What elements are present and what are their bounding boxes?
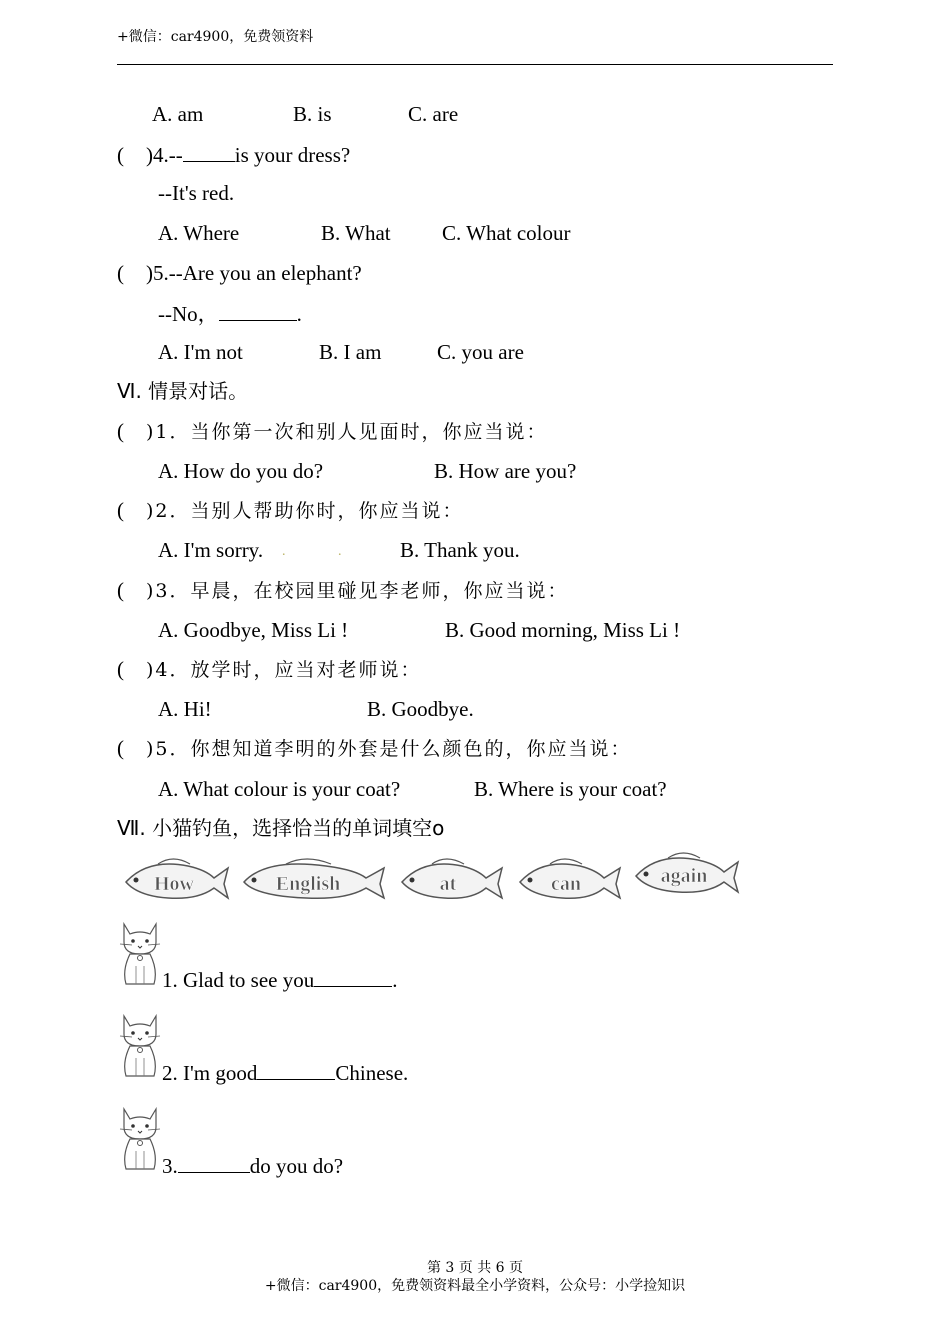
q4-blank [183, 141, 235, 162]
q3-option-c: C. are [408, 102, 459, 126]
q4-question [117, 141, 350, 168]
fish-word-how: How [154, 873, 194, 895]
fish-eye-icon [252, 878, 257, 883]
s6-q4 [117, 656, 422, 683]
s6-q2-option-a: A. I'm sorry. [158, 538, 264, 562]
q5-option-b: B. I am [319, 340, 382, 364]
header-text: +微信：car4900，免费领资料 [117, 29, 314, 45]
s6-q1-option-b: B. How are you? [434, 459, 577, 483]
s6-q2 [117, 497, 464, 524]
s6-q5-option-b: B. Where is your coat? [474, 777, 667, 801]
section7-title: Ⅶ. 小猫钓鱼，选择恰当的单词填空o [117, 816, 445, 840]
s6-q5 [117, 735, 632, 762]
q4-option-c: C. What colour [442, 221, 571, 245]
s6-q1-paren: ( [117, 419, 124, 443]
q4-number: )4.-- [146, 143, 183, 167]
fish-card-again [628, 846, 740, 898]
s6-q2-option-b: B. Thank you. [400, 538, 520, 562]
cat-icon [118, 1012, 162, 1080]
q5-paren: ( [117, 261, 124, 285]
q4-paren: ( [117, 143, 124, 167]
s7-q1-pre: 1. Glad to see you [162, 968, 315, 992]
fish-card-how [118, 852, 230, 904]
q5-reply-post: . [296, 302, 302, 326]
section6-title: Ⅵ. 情景对话。 [117, 379, 249, 403]
s6-q5-text: )5．你想知道李明的外套是什么颜色的，你应当说： [146, 738, 632, 760]
fish-word-can: can [551, 873, 581, 895]
s7-q1-blank [314, 966, 392, 987]
fish-word-at: at [439, 873, 457, 895]
s7-q3 [162, 1152, 343, 1179]
fish-eye-icon [528, 878, 533, 883]
s6-q4-option-a: A. Hi! [158, 697, 212, 721]
s6-q4-text: )4．放学时，应当对老师说： [146, 659, 422, 681]
q4-option-a: A. Where [158, 221, 240, 245]
s6-q4-option-b: B. Goodbye. [367, 697, 474, 721]
cat-icon [118, 920, 162, 988]
q4-reply: --It's red. [158, 181, 235, 205]
page-number: 第 3 页 共 6 页 [426, 1260, 524, 1276]
s7-q1 [162, 966, 397, 993]
fish-word-english: English [275, 873, 341, 895]
s6-q2-text: )2．当别人帮助你时，你应当说： [146, 500, 464, 522]
s6-q4-paren: ( [117, 657, 124, 681]
q5-option-a: A. I'm not [158, 340, 243, 364]
q5-reply-pre: --No， [158, 302, 219, 326]
q5-option-c: C. you are [437, 340, 524, 364]
s6-q2-paren: ( [117, 498, 124, 522]
s6-q3-option-b: B. Good morning, Miss Li ! [445, 618, 681, 642]
s6-q3-text: )3．早晨，在校园里碰见李老师，你应当说： [146, 580, 569, 602]
s6-q3-option-a: A. Goodbye, Miss Li ! [158, 618, 349, 642]
cat-icon [118, 1105, 162, 1173]
s7-q2 [162, 1059, 408, 1086]
speck: . [338, 544, 342, 559]
fish-card-at [394, 852, 504, 904]
speck: . [282, 544, 286, 559]
q5-blank [219, 300, 297, 321]
fish-card-english [236, 852, 386, 904]
q5-reply [158, 300, 302, 327]
s7-q2-post: Chinese. [335, 1061, 409, 1085]
fish-word-again: again [660, 865, 708, 887]
s7-q3-post: do you do? [249, 1154, 344, 1178]
footer-ad: +微信：car4900，免费领资料最全小学资料，公众号：小学捡知识 [264, 1278, 686, 1294]
s6-q1-option-a: A. How do you do? [158, 459, 324, 483]
s6-q5-option-a: A. What colour is your coat? [158, 777, 401, 801]
s7-q2-pre: 2. I'm good [162, 1061, 258, 1085]
s7-q3-pre: 3. [162, 1154, 178, 1178]
fish-eye-icon [410, 878, 415, 883]
q5-text: )5.--Are you an elephant? [146, 261, 362, 285]
s7-q1-post: . [392, 968, 398, 992]
q3-option-a: A. am [152, 102, 204, 126]
fish-card-can [512, 852, 622, 904]
fish-eye-icon [134, 878, 139, 883]
s6-q1 [117, 418, 548, 445]
q4-rest: is your dress? [234, 143, 351, 167]
s7-q3-blank [178, 1152, 250, 1173]
s6-q1-text: )1．当你第一次和别人见面时，你应当说： [146, 421, 548, 443]
q4-option-b: B. What [321, 221, 391, 245]
s7-q2-blank [257, 1059, 335, 1080]
fish-eye-icon [644, 872, 649, 877]
s6-q3 [117, 577, 569, 604]
s6-q5-paren: ( [117, 736, 124, 760]
q3-option-b: B. is [293, 102, 332, 126]
q5-question [117, 260, 362, 286]
s6-q3-paren: ( [117, 578, 124, 602]
header-rule [117, 64, 833, 65]
